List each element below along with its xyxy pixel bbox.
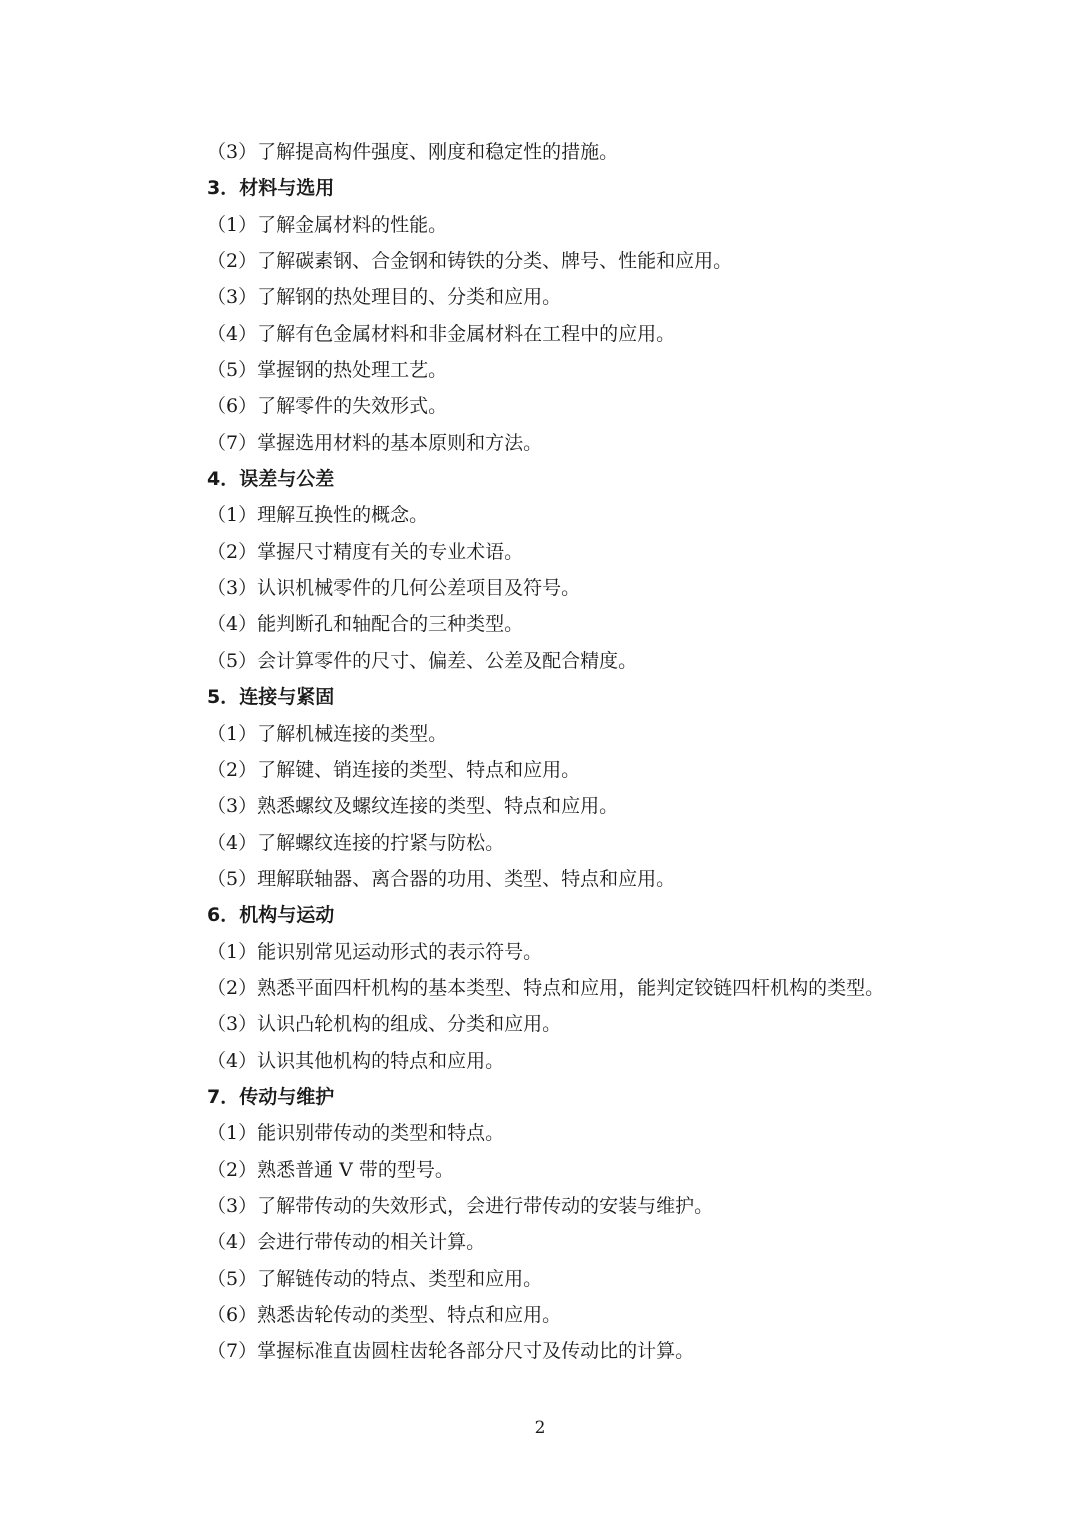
- list-item: （4）了解螺纹连接的拧紧与防松。: [207, 831, 505, 854]
- list-item: （3）认识机械零件的几何公差项目及符号。: [207, 577, 581, 600]
- list-item: （6）熟悉齿轮传动的类型、特点和应用。: [207, 1304, 562, 1326]
- list-item: （2）掌握尺寸精度有关的专业术语。: [207, 540, 524, 563]
- section-heading: 6．机构与运动: [207, 904, 335, 927]
- list-item: （2）了解碳素钢、合金钢和铸铁的分类、牌号、性能和应用。: [207, 250, 733, 273]
- list-item: （5）理解联轴器、离合器的功用、类型、特点和应用。: [207, 867, 676, 890]
- section-heading: 3．材料与选用: [207, 177, 335, 200]
- list-item: （1）理解互换性的概念。: [207, 504, 429, 527]
- list-item: （5）会计算零件的尺寸、偏差、公差及配合精度。: [207, 649, 638, 672]
- list-item: （3）了解带传动的失效形式，会进行带传动的安装与维护。: [207, 1194, 714, 1217]
- list-item: （4）会进行带传动的相关计算。: [207, 1231, 486, 1254]
- list-item: （6）了解零件的失效形式。: [207, 395, 448, 418]
- page-number: 2: [534, 1418, 546, 1438]
- list-item: （3）了解钢的热处理目的、分类和应用。: [207, 286, 562, 309]
- list-item: （2）熟悉普通 V 带的型号。: [207, 1158, 454, 1181]
- list-item: （1）能识别带传动的类型和特点。: [207, 1122, 505, 1145]
- list-item: （4）认识其他机构的特点和应用。: [207, 1049, 505, 1072]
- list-item: （3）熟悉螺纹及螺纹连接的类型、特点和应用。: [207, 795, 619, 818]
- list-item: （4）了解有色金属材料和非金属材料在工程中的应用。: [207, 322, 676, 345]
- list-item: （7）掌握标准直齿圆柱齿轮各部分尺寸及传动比的计算。: [207, 1340, 695, 1363]
- list-item: （7）掌握选用材料的基本原则和方法。: [207, 431, 543, 454]
- section-heading: 4．误差与公差: [207, 468, 335, 491]
- page-content: [207, 134, 927, 1370]
- list-item: （1）了解机械连接的类型。: [207, 722, 448, 745]
- list-item: （2）了解键、销连接的类型、特点和应用。: [207, 758, 581, 781]
- list-item: （1）了解金属材料的性能。: [207, 213, 448, 236]
- list-item: （5）了解链传动的特点、类型和应用。: [207, 1267, 543, 1290]
- list-item: （1）能识别常见运动形式的表示符号。: [207, 940, 543, 963]
- list-item: （4）能判断孔和轴配合的三种类型。: [207, 613, 524, 636]
- list-item: （3）认识凸轮机构的组成、分类和应用。: [207, 1013, 562, 1036]
- list-item: （5）掌握钢的热处理工艺。: [207, 359, 448, 382]
- list-item: （3）了解提高构件强度、刚度和稳定性的措施。: [207, 141, 619, 163]
- section-heading: 7．传动与维护: [207, 1085, 335, 1108]
- section-heading: 5．连接与紧固: [207, 686, 335, 709]
- list-item: （2）熟悉平面四杆机构的基本类型、特点和应用，能判定铰链四杆机构的类型。: [207, 976, 885, 999]
